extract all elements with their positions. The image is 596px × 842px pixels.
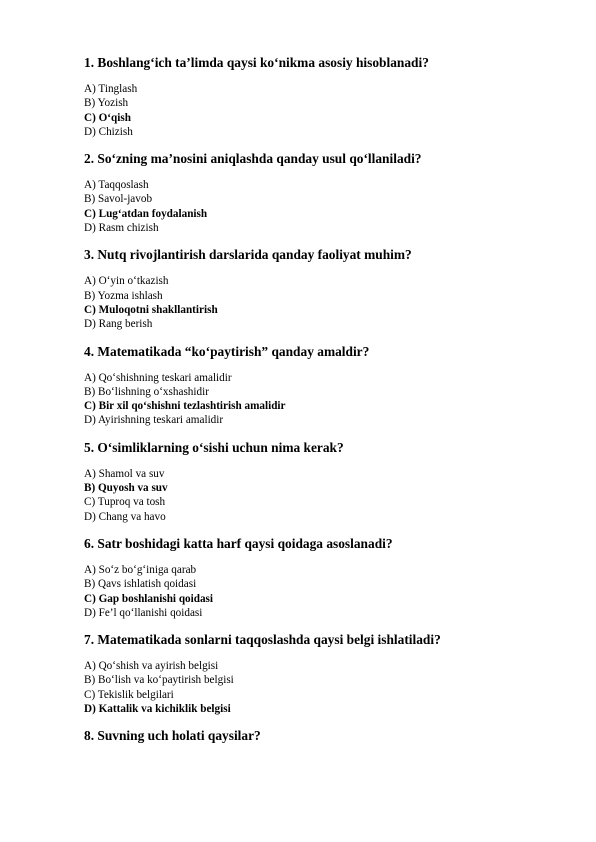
option-d: D) Rang berish [84, 318, 153, 331]
question-title: 3. Nutq rivojlantirish darslarida qanday faoliyat muhim? [84, 247, 412, 263]
question-title: 5. O‘simliklarning o‘sishi uchun nima kerak? [84, 439, 344, 455]
option-a: A) So‘z bo‘g‘iniga qarab [84, 563, 197, 576]
option-b-correct: B) Quyosh va suv [84, 482, 168, 495]
quiz-list [84, 55, 554, 756]
option-a: A) Taqqoslash [84, 179, 149, 192]
question-title: 1. Boshlang‘ich ta’limda qaysi ko‘nikma asosiy hisoblanadi? [84, 55, 429, 70]
option-a: A) Shamol va suv [84, 467, 165, 480]
option-d: D) Ayirishning teskari amalidir [84, 414, 224, 427]
option-b: B) Qavs ishlatish qoidasi [84, 578, 197, 591]
question-title: 6. Satr boshidagi katta harf qaysi qoidaga asoslanadi? [84, 535, 393, 551]
option-c-correct: C) Bir xil qo‘shishni tezlashtirish amalidir [84, 400, 286, 413]
option-a: A) O‘yin o‘tkazish [84, 275, 169, 288]
question-8 [84, 728, 554, 744]
option-b: B) Yozish [84, 97, 129, 110]
option-a: A) Qo‘shishning teskari amalidir [84, 371, 232, 384]
option-d: D) Chizish [84, 125, 133, 138]
option-b: B) Bo‘lishning o‘xshashidir [84, 385, 209, 398]
question-title: 8. Suvning uch holati qaysilar? [84, 728, 261, 744]
question-title: 4. Matematikada “ko‘paytirish” qanday amaldir? [84, 343, 370, 359]
question-2 [84, 151, 554, 235]
option-c: C) Tekislik belgilari [84, 688, 174, 701]
option-d: D) Chang va havo [84, 510, 166, 523]
option-c-correct: C) Muloqotni shakllantirish [84, 303, 218, 316]
question-3 [84, 247, 554, 331]
option-d: D) Fe’l qo‘llanishi qoidasi [84, 606, 203, 619]
question-6 [84, 536, 554, 620]
option-c-correct: C) O‘qish [84, 111, 131, 124]
question-5 [84, 440, 554, 524]
option-a: A) Qo‘shish va ayirish belgisi [84, 660, 219, 673]
question-4 [84, 344, 554, 428]
option-c-correct: C) Gap boshlanishi qoidasi [84, 592, 214, 605]
question-title: 2. So‘zning ma’nosini aniqlashda qanday usul qo‘llaniladi? [84, 151, 422, 167]
question-title: 7. Matematikada sonlarni taqqoslashda qaysi belgi ishlatiladi? [84, 632, 441, 648]
question-7 [84, 632, 554, 716]
option-c: C) Tuproq va tosh [84, 496, 166, 509]
option-b: B) Bo‘lish va ko‘paytirish belgisi [84, 674, 234, 687]
option-d-correct: D) Kattalik va kichiklik belgisi [84, 703, 231, 716]
question-1 [84, 55, 554, 139]
option-d: D) Rasm chizish [84, 222, 159, 235]
option-b: B) Yozma ishlash [84, 289, 163, 302]
option-c-correct: C) Lug‘atdan foydalanish [84, 207, 208, 220]
option-a: A) Tinglash [84, 83, 138, 95]
option-b: B) Savol-javob [84, 193, 153, 206]
